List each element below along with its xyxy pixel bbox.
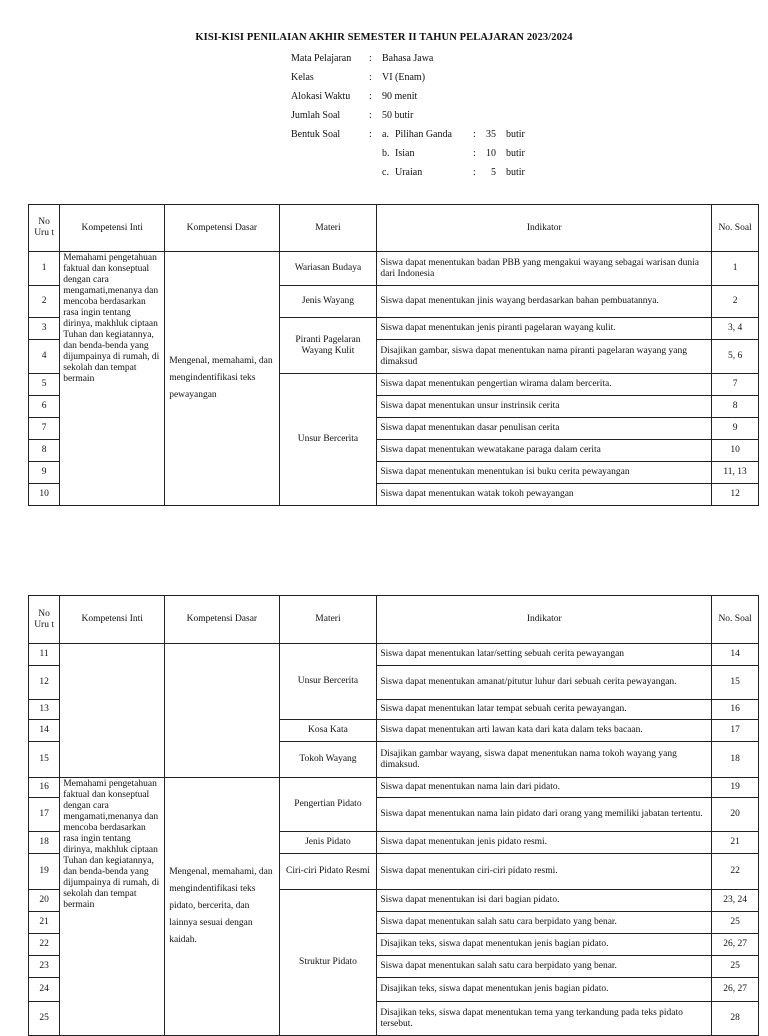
bentuk-name: Pilihan Ganda: [395, 129, 452, 140]
info-value: 90 menit: [382, 91, 418, 102]
header-kd: Kompetensi Dasar: [165, 205, 279, 252]
info-label: Mata Pelajaran: [291, 53, 352, 64]
row-no: 22: [29, 934, 60, 956]
header-indikator: Indikator: [377, 205, 712, 252]
indikator: Siswa dapat menentukan unsur instrinsik cerita: [377, 396, 712, 418]
no-soal: 25: [712, 912, 759, 934]
row-no: 10: [29, 484, 60, 506]
materi: Wariasan Budaya: [279, 252, 377, 286]
header-ki: Kompetensi Inti: [60, 205, 165, 252]
indikator: Siswa dapat menentukan salah satu cara berpidato yang benar.: [377, 912, 712, 934]
materi: Piranti Pagelaran Wayang Kulit: [279, 318, 377, 374]
row-no: 13: [29, 700, 60, 720]
header-no: No Uru t: [29, 205, 60, 252]
indikator: Siswa dapat menentukan nama lain dari pidato.: [377, 778, 712, 798]
header-soal: No. Soal: [712, 596, 759, 644]
bentuk-name: Uraian: [395, 167, 423, 178]
kompetensi-dasar: Mengenal, memahami, dan mengindentifikasi teks pewayangan: [165, 252, 279, 506]
no-soal: 21: [712, 832, 759, 854]
header-materi: Materi: [279, 205, 377, 252]
kisi-table-1: [28, 204, 759, 506]
indikator: Disajikan gambar wayang, siswa dapat menentukan nama tokoh wayang yang dimaksud.: [377, 742, 712, 778]
header-kd: Kompetensi Dasar: [165, 596, 279, 644]
materi: Tokoh Wayang: [279, 742, 377, 778]
indikator: Siswa dapat menentukan amanat/pitutur luhur dari sebuah cerita pewayangan.: [377, 666, 712, 700]
indikator: Siswa dapat menentukan latar/setting sebuah cerita pewayangan: [377, 644, 712, 666]
indikator: Siswa dapat menentukan latar tempat sebuah cerita pewayangan.: [377, 700, 712, 720]
bentuk-count: 10: [486, 148, 496, 159]
materi: Unsur Bercerita: [279, 644, 377, 720]
bentuk-colon: :: [473, 129, 476, 140]
info-colon: :: [369, 110, 372, 121]
table-row: [29, 778, 759, 798]
no-soal: 1: [712, 252, 759, 286]
indikator: Siswa dapat menentukan isi dari bagian pidato.: [377, 890, 712, 912]
no-soal: 18: [712, 742, 759, 778]
bentuk-count: 5: [491, 167, 496, 178]
materi: Ciri-ciri Pidato Resmi: [279, 854, 377, 890]
no-soal: 5, 6: [712, 340, 759, 374]
bentuk-count: 35: [486, 129, 496, 140]
indikator: Siswa dapat menentukan arti lawan kata dari kata dalam teks bacaan.: [377, 720, 712, 742]
info-colon: :: [369, 53, 372, 64]
indikator: Disajikan gambar, siswa dapat menentukan nama piranti pagelaran wayang yang dimaksud: [377, 340, 712, 374]
indikator: Siswa dapat menentukan watak tokoh pewayangan: [377, 484, 712, 506]
header-indikator: Indikator: [377, 596, 712, 644]
indikator: Siswa dapat menentukan menentukan isi buku cerita pewayangan: [377, 462, 712, 484]
row-no: 15: [29, 742, 60, 778]
info-value: VI (Enam): [382, 72, 426, 83]
row-no: 16: [29, 778, 60, 798]
row-no: 18: [29, 832, 60, 854]
materi: Jenis Wayang: [279, 286, 377, 318]
info-label: Jumlah Soal: [291, 110, 341, 121]
table-header: [29, 596, 759, 644]
info-label: Alokasi Waktu: [291, 91, 351, 102]
row-no: 23: [29, 956, 60, 978]
bentuk-letter: a.: [382, 129, 389, 140]
document-title: KISI-KISI PENILAIAN AKHIR SEMESTER II TAHUN PELAJARAN 2023/2024: [195, 32, 573, 43]
no-soal: 17: [712, 720, 759, 742]
indikator: Siswa dapat menentukan wewatakane paraga dalam cerita: [377, 440, 712, 462]
row-no: 11: [29, 644, 60, 666]
bentuk-colon: :: [473, 148, 476, 159]
row-no: 25: [29, 1002, 60, 1036]
row-no: 21: [29, 912, 60, 934]
row-no: 24: [29, 978, 60, 1002]
no-soal: 14: [712, 644, 759, 666]
no-soal: 3, 4: [712, 318, 759, 340]
row-no: 9: [29, 462, 60, 484]
kompetensi-dasar-empty: [165, 644, 279, 778]
row-no: 2: [29, 286, 60, 318]
indikator: Siswa dapat menentukan nama lain pidato dari orang yang memiliki jabatan tertentu.: [377, 798, 712, 832]
indikator: Siswa dapat menentukan dasar penulisan cerita: [377, 418, 712, 440]
info-label: Bentuk Soal: [291, 129, 341, 140]
row-no: 12: [29, 666, 60, 700]
bentuk-unit: butir: [506, 129, 525, 140]
row-no: 14: [29, 720, 60, 742]
no-soal: 8: [712, 396, 759, 418]
row-no: 20: [29, 890, 60, 912]
row-no: 1: [29, 252, 60, 286]
row-no: 3: [29, 318, 60, 340]
no-soal: 15: [712, 666, 759, 700]
info-value: 50 butir: [382, 110, 414, 121]
row-no: 8: [29, 440, 60, 462]
no-soal: 28: [712, 1002, 759, 1036]
no-soal: 16: [712, 700, 759, 720]
no-soal: 25: [712, 956, 759, 978]
indikator: Siswa dapat menentukan jenis pidato resmi.: [377, 832, 712, 854]
bentuk-colon: :: [473, 167, 476, 178]
info-colon: :: [369, 91, 372, 102]
indikator: Siswa dapat menentukan pengertian wirama dalam bercerita.: [377, 374, 712, 396]
row-no: 6: [29, 396, 60, 418]
no-soal: 20: [712, 798, 759, 832]
indikator: Siswa dapat menentukan jenis piranti pagelaran wayang kulit.: [377, 318, 712, 340]
no-soal: 9: [712, 418, 759, 440]
materi: Kosa Kata: [279, 720, 377, 742]
no-soal: 26, 27: [712, 978, 759, 1002]
table-row: [29, 644, 759, 666]
indikator: Siswa dapat menentukan jinis wayang berdasarkan bahan pembuatannya.: [377, 286, 712, 318]
header-ki: Kompetensi Inti: [60, 596, 165, 644]
table-header: [29, 205, 759, 252]
no-soal: 22: [712, 854, 759, 890]
header-soal: No. Soal: [712, 205, 759, 252]
bentuk-unit: butir: [506, 167, 525, 178]
no-soal: 23, 24: [712, 890, 759, 912]
no-soal: 10: [712, 440, 759, 462]
materi: Pengertian Pidato: [279, 778, 377, 832]
row-no: 17: [29, 798, 60, 832]
row-no: 5: [29, 374, 60, 396]
bentuk-name: Isian: [395, 148, 415, 159]
indikator: Disajikan teks, siswa dapat menentukan jenis bagian pidato.: [377, 978, 712, 1002]
no-soal: 12: [712, 484, 759, 506]
no-soal: 11, 13: [712, 462, 759, 484]
kompetensi-inti: Memahami pengetahuan faktual dan konseptual dengan cara mengamati,menanya dan mencoba berdasarkan rasa ingin tentang dirinya, makhluk ciptaan Tuhan dan kegiatannya, dan benda-benda yang dijumpainya di rumah, di sekolah dan tempat bermain: [60, 252, 165, 506]
bentuk-unit: butir: [506, 148, 525, 159]
info-colon: :: [369, 129, 372, 140]
no-soal: 19: [712, 778, 759, 798]
materi: Jenis Pidato: [279, 832, 377, 854]
materi: Struktur Pidato: [279, 890, 377, 1036]
no-soal: 2: [712, 286, 759, 318]
row-no: 19: [29, 854, 60, 890]
kompetensi-inti: Memahami pengetahuan faktual dan konseptual dengan cara mengamati,menanya dan mencoba berdasarkan rasa ingin tentang dirinya, makhluk ciptaan Tuhan dan kegiatannya, dan benda-benda yang dijumpainya di rumah, di sekolah dan tempat bermain: [60, 778, 165, 1036]
row-no: 7: [29, 418, 60, 440]
indikator: Siswa dapat menentukan ciri-ciri pidato resmi.: [377, 854, 712, 890]
no-soal: 26, 27: [712, 934, 759, 956]
kompetensi-dasar: Mengenal, memahami, dan mengindentifikasi teks pidato, bercerita, dan lainnya sesuai dengan kaidah.: [165, 778, 279, 1036]
kisi-table-2: [28, 595, 759, 1036]
header-no: No Uru t: [29, 596, 60, 644]
table-row: [29, 252, 759, 286]
info-value: Bahasa Jawa: [382, 53, 434, 64]
header-materi: Materi: [279, 596, 377, 644]
row-no: 4: [29, 340, 60, 374]
info-label: Kelas: [291, 72, 314, 83]
bentuk-letter: c.: [382, 167, 389, 178]
bentuk-letter: b.: [382, 148, 390, 159]
materi: Unsur Bercerita: [279, 374, 377, 506]
kompetensi-inti-empty: [60, 644, 165, 778]
no-soal: 7: [712, 374, 759, 396]
indikator: Disajikan teks, siswa dapat menentukan tema yang terkandung pada teks pidato tersebut.: [377, 1002, 712, 1036]
indikator: Siswa dapat menentukan salah satu cara berpidato yang benar.: [377, 956, 712, 978]
indikator: Disajikan teks, siswa dapat menentukan jenis bagian pidato.: [377, 934, 712, 956]
indikator: Siswa dapat menentukan badan PBB yang mengakui wayang sebagai warisan dunia dari Indonesia: [377, 252, 712, 286]
info-colon: :: [369, 72, 372, 83]
